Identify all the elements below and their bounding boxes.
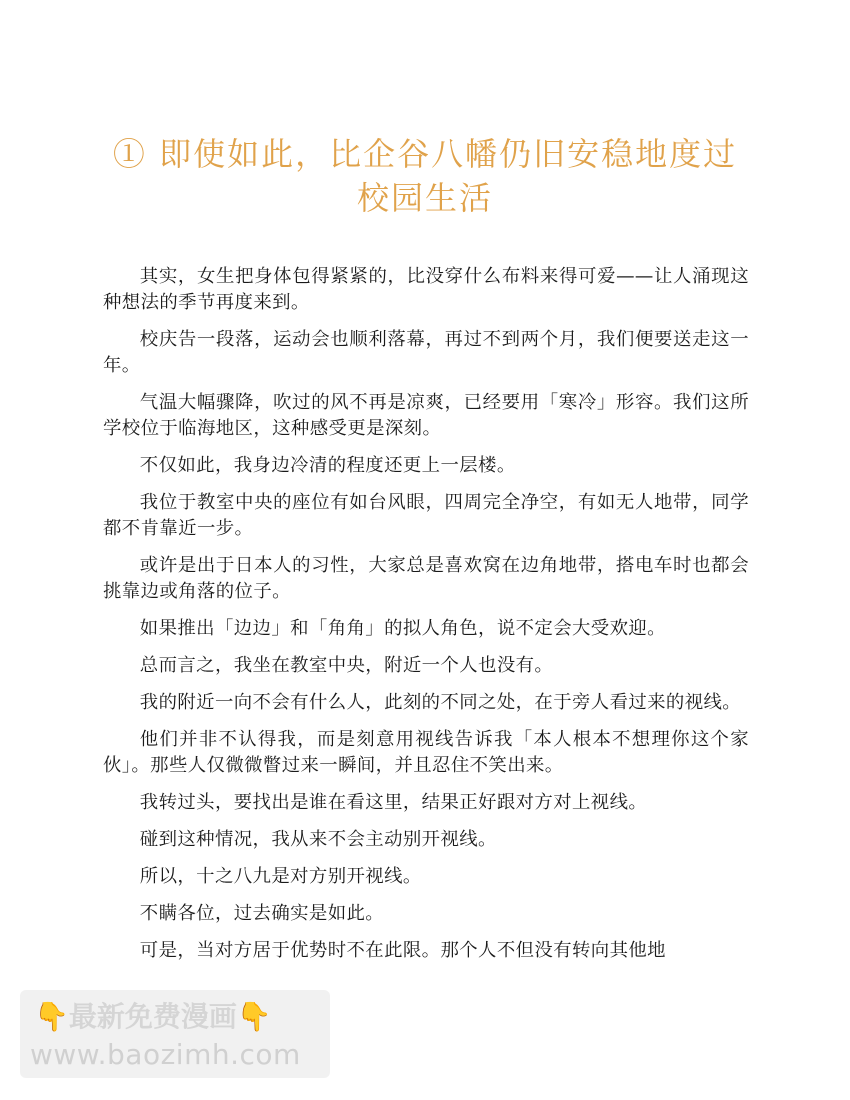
paragraph: 我转过头，要找出是谁在看这里，结果正好跟对方对上视线。	[139, 792, 648, 813]
paragraph: 校庆告一段落，运动会也顺利落幕，再过不到两个月，我们便要送走这一年。	[103, 329, 749, 376]
paragraph: 如果推出「边边」和「角角」的拟人角色，说不定会大受欢迎。	[139, 618, 666, 639]
pointing-down-hand-icon: 👇	[34, 1000, 69, 1033]
chapter-title: ① 即使如此，比企谷八幡仍旧安稳地度过校园生活	[112, 135, 738, 217]
paragraph: 总而言之，我坐在教室中央，附近一个人也没有。	[139, 655, 554, 676]
paragraph: 我的附近一向不会有什么人，此刻的不同之处，在于旁人看过来的视线。	[139, 692, 742, 713]
paragraph: 其实，女生把身体包得紧紧的，比没穿什么布料来得可爱——让人涌现这种想法的季节再度来到。	[103, 266, 749, 313]
paragraph: 他们并非不认得我，而是刻意用视线告诉我「本人根本不想理你这个家伙」。那些人仅微微瞥过来一瞬间，并且忍住不笑出来。	[103, 729, 749, 776]
paragraph: 我位于教室中央的座位有如台风眼，四周完全净空，有如无人地带，同学都不肯靠近一步。	[103, 492, 749, 539]
paragraph: 所以，十之八九是对方别开视线。	[139, 866, 422, 887]
paragraph: 不仅如此，我身边冷清的程度还更上一层楼。	[139, 455, 516, 476]
watermark-text: 最新免费漫画	[68, 1000, 237, 1033]
watermark-banner	[34, 1000, 272, 1034]
paragraph: 碰到这种情况，我从来不会主动别开视线。	[139, 829, 497, 850]
pointing-down-hand-icon: 👇	[236, 1000, 272, 1033]
watermark-url[interactable]: www.baozimh.com	[30, 1038, 301, 1071]
site-watermark[interactable]	[20, 990, 330, 1078]
paragraph: 可是，当对方居于优势时不在此限。那个人不但没有转向其他地	[139, 940, 666, 961]
paragraph: 不瞒各位，过去确实是如此。	[139, 903, 385, 924]
paragraph: 气温大幅骤降，吹过的风不再是凉爽，已经要用「寒冷」形容。我们这所学校位于临海地区，这种感受更是深刻。	[103, 392, 749, 439]
chapter-body	[103, 264, 749, 975]
paragraph: 或许是出于日本人的习性，大家总是喜欢窝在边角地带，搭电车时也都会挑靠边或角落的位子。	[103, 555, 749, 602]
